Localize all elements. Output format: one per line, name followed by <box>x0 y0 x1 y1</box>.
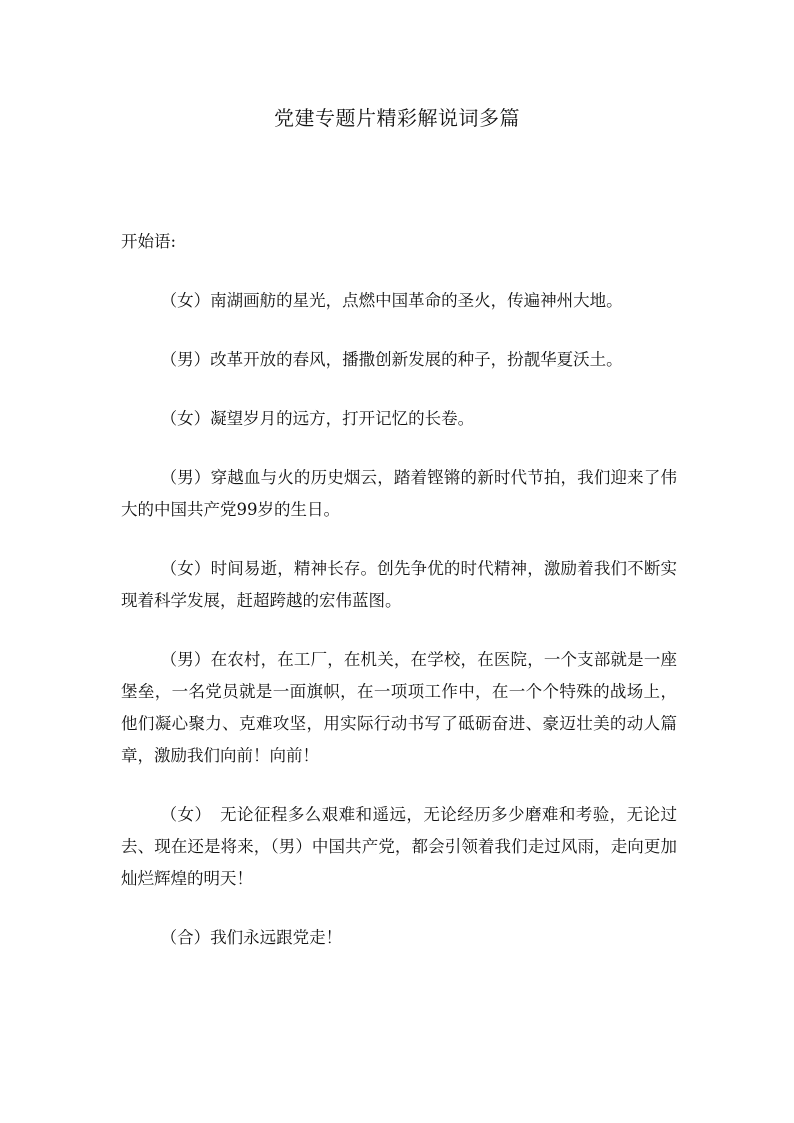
paragraph-2: （男）改革开放的春风，播撒创新发展的种子，扮靓华夏沃土。 <box>160 350 623 369</box>
paragraph-6: （男）在农村，在工厂，在机关，在学校，在医院，一个支部就是一座堡垒，一名党员就是一面旗帜，在一项项工作中，在一个个特殊的战场上，他们凝心聚力、克难攻坚，用实际行动书写了砥砺奋进、豪迈壮美的动人篇章，激励我们向前！向前！ <box>121 650 677 765</box>
paragraph-8: （合）我们永远跟党走！ <box>160 928 343 947</box>
document-title: 党建专题片精彩解说词多篇 <box>274 106 520 130</box>
section-label: 开始语: <box>121 232 177 251</box>
paragraph-4: （男）穿越血与火的历史烟云，踏着铿锵的新时代节拍，我们迎来了伟大的中国共产党99岁的生日。 <box>121 468 677 519</box>
paragraph-3: （女）凝望岁月的远方，打开记忆的长卷。 <box>160 409 475 428</box>
paragraph-5: （女）时间易逝，精神长存。创先争优的时代精神，激励着我们不断实现着科学发展，赶超跨越的宏伟蓝图。 <box>121 559 677 610</box>
document-body <box>121 226 677 954</box>
paragraph-1: （女）南湖画舫的星光，点燃中国革命的圣火，传遍神州大地。 <box>160 291 623 310</box>
paragraph-7: （女） 无论征程多么艰难和遥远，无论经历多少磨难和考验，无论过去、现在还是将来，（男）中国共产党，都会引领着我们走过风雨，走向更加灿烂辉煌的明天！ <box>121 805 677 888</box>
